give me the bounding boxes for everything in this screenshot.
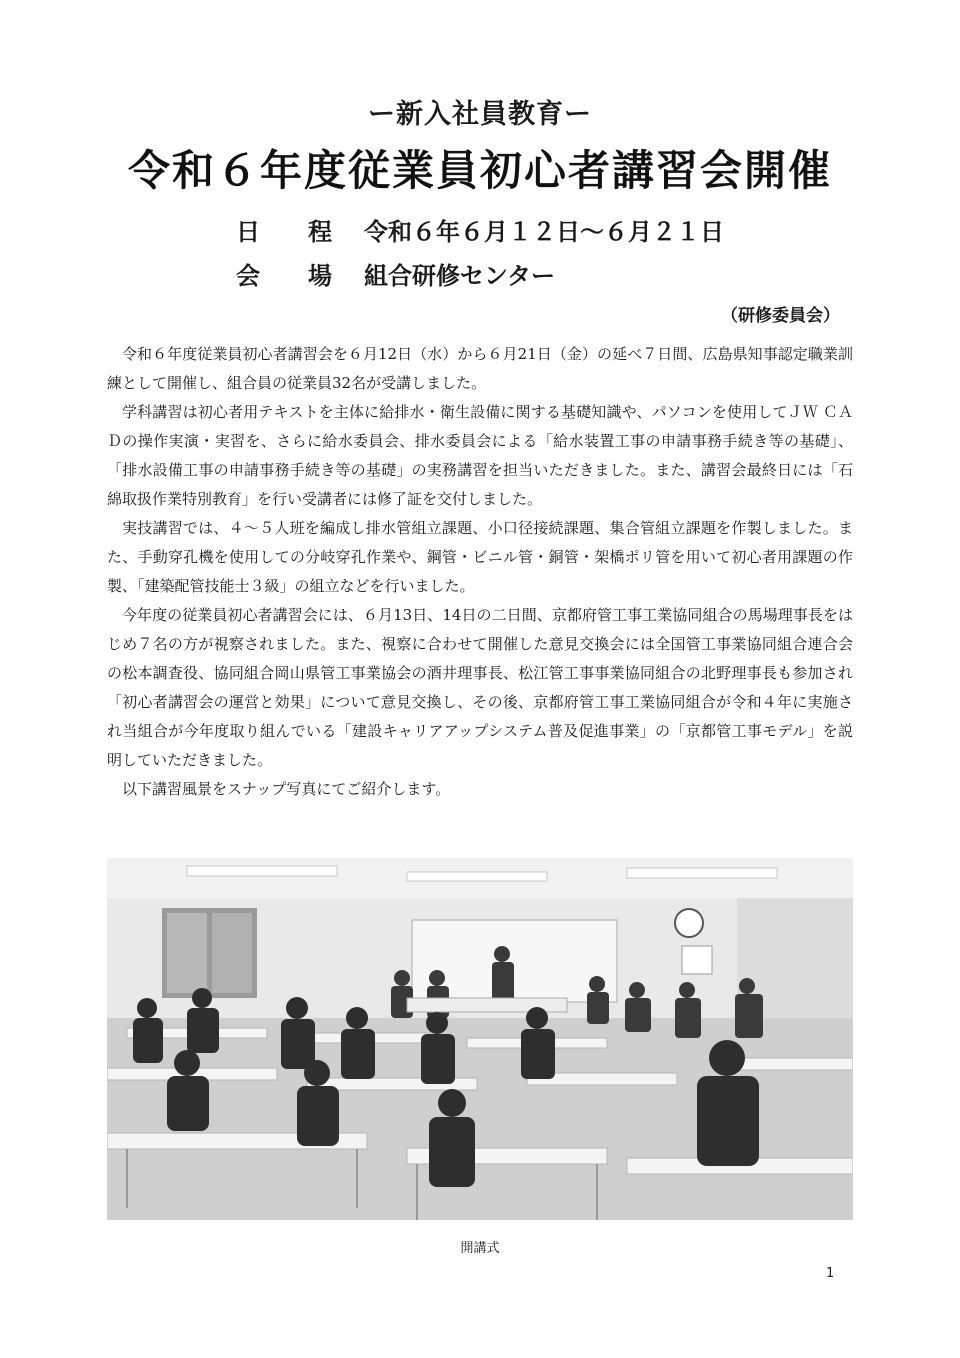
- venue-value: 組合研修センター: [364, 261, 556, 290]
- paragraph: 令和６年度従業員初心者講習会を６月12日（水）から６月21日（金）の延べ７日間、広島県知事認定職業訓練として開催し、組合員の従業員32名が受講しました。: [107, 345, 853, 392]
- page-number: 1: [826, 1266, 835, 1281]
- subtitle: ー新入社員教育ー: [368, 99, 592, 130]
- photo-caption: 開講式: [460, 1241, 500, 1256]
- paragraph: 実技講習では、４〜５人班を編成し排水管組立課題、小口径接続課題、集合管組立課題を作製しました。また、手動穿孔機を使用しての分岐穿孔作業や、鋼管・ビニル管・銅管・架橋ポリ管を用いて初心者用課題の作製、「建築配管技能士３級」の組立などを行いました。: [107, 519, 853, 595]
- paragraph: 今年度の従業員初心者講習会には、６月13日、14日の二日間、京都府管工事工業協同組合の馬場理事長をはじめ７名の方が視察されました。また、視察に合わせて開催した意見交換会には全国管工事業協同組合連合会の松本調査役、協同組合岡山県管工事業協会の酒井理事長、松江管工事事業協同組合の北野理事長も参加され「初心者講習会の運営と効果」について意見交換し、その後、京都府管工事工業協同組合が令和４年に実施され当組合が今年度取り組んでいる「建設キャリアアップシステム普及促進事業」の「京都管工事モデル」を説明していただきました。: [107, 606, 853, 769]
- schedule-label: 日 程: [236, 217, 332, 246]
- paragraph: 学科講習は初心者用テキストを主体に給排水・衛生設備に関する基礎知識や、パソコンを使用してＪＷ ＣＡＤの操作実演・実習を、さらに給水委員会、排水委員会による「給水装置工事の申請事務手続き等の基礎」、「排水設備工事の申請事務手続き等の基礎」の実務講習を担当いただきました。また、講習会最終日には「石綿取扱作業特別教育」を行い受講者には修了証を交付しました。: [107, 403, 853, 508]
- paragraph: 以下講習風景をスナップ写真にてご紹介します。: [122, 780, 451, 798]
- page-title: 令和６年度従業員初心者講習会開催: [127, 146, 832, 195]
- photo-opening-ceremony: [107, 858, 853, 1220]
- venue-label: 会 場: [236, 261, 332, 290]
- organizer: （研修委員会）: [721, 306, 840, 326]
- schedule-row: [236, 212, 724, 247]
- schedule-value: 令和６年６月１２日〜６月２１日: [364, 217, 724, 246]
- article-body: [107, 340, 853, 804]
- venue-row: [236, 256, 555, 291]
